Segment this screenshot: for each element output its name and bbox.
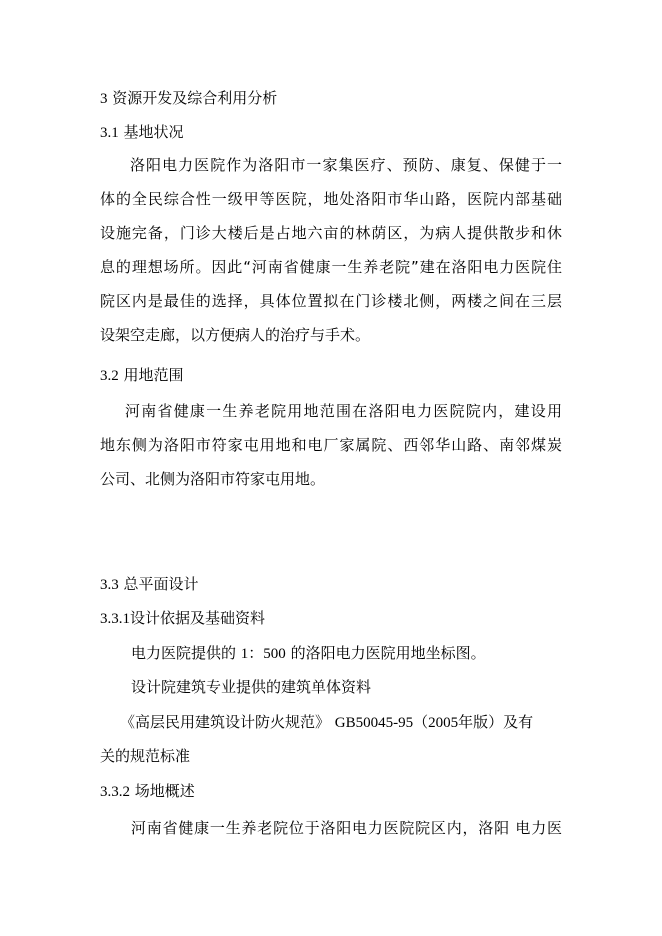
section-3-1-heading: [100, 122, 184, 143]
section-title: 设计依据及基础资料: [130, 609, 266, 627]
section-number: 3.3.2: [100, 784, 130, 800]
reference-item-continued: 关的规范标准: [100, 747, 191, 765]
reference-text: 《高层民用建筑设计防火规范》: [120, 713, 331, 731]
section-title: 基地状况: [123, 123, 184, 141]
section-number: 3.1: [100, 125, 119, 141]
reference-text: 电力医院提供的: [131, 644, 237, 662]
reference-item: 设计院建筑专业提供的建筑单体资料: [131, 678, 372, 696]
section-number: 3.3.1: [100, 611, 130, 627]
scale-value: 1：500: [240, 646, 286, 662]
paragraph-line: 体的全民综合性一级甲等医院，地处洛阳市华山路，医院内部基础: [100, 190, 562, 208]
reference-text: 的洛阳电力医院用地坐标图。: [290, 644, 486, 662]
section-number: 3.3: [100, 577, 119, 593]
paragraph-line: 息的理想场所。因此“河南省健康一生养老院”建在洛阳电力医院住: [100, 258, 562, 276]
paragraph-line: 公司、北侧为洛阳市符家屯用地。: [100, 470, 326, 488]
paragraph-line: 河南省健康一生养老院用地范围在洛阳电力医院院内，建设用: [125, 402, 562, 420]
reference-text: 年版）及有: [458, 713, 534, 731]
section-title: 总平面设计: [123, 575, 199, 593]
paragraph-line: 院区内是最佳的选择，具体位置拟在门诊楼北侧，两楼之间在三层: [100, 292, 562, 310]
paragraph-line: 设施完备，门诊大楼后是占地六亩的林荫区，为病人提供散步和休: [100, 224, 562, 242]
section-number: 3.2: [100, 368, 119, 384]
section-3-3-1-heading: [100, 608, 265, 629]
section-3-heading: [100, 88, 277, 109]
section-3-2-heading: [100, 365, 184, 386]
reference-text: （: [413, 713, 429, 731]
paragraph-line: 地东侧为洛阳市符家屯用地和电厂家属院、西邻华山路、南邻煤炭: [100, 436, 562, 454]
paragraph-line: 河南省健康一生养老院位于洛阳电力医院院区内，洛阳 电力医: [131, 819, 562, 837]
reference-item: [120, 712, 533, 733]
section-3-3-heading: [100, 574, 199, 595]
paragraph-line: 设架空走廊，以方便病人的治疗与手术。: [100, 326, 371, 344]
section-title: 资源开发及综合利用分析: [112, 89, 278, 107]
reference-item: [131, 643, 486, 664]
section-title: 场地概述: [134, 782, 195, 800]
paragraph-line: 洛阳电力医院作为洛阳市一家集医疗、预防、康复、保健于一: [130, 156, 562, 174]
section-title: 用地范围: [123, 366, 184, 384]
year-value: 2005: [428, 715, 459, 731]
section-number: 3: [100, 91, 108, 107]
section-3-3-2-heading: [100, 781, 195, 802]
standard-code: GB50045-95: [334, 715, 414, 731]
